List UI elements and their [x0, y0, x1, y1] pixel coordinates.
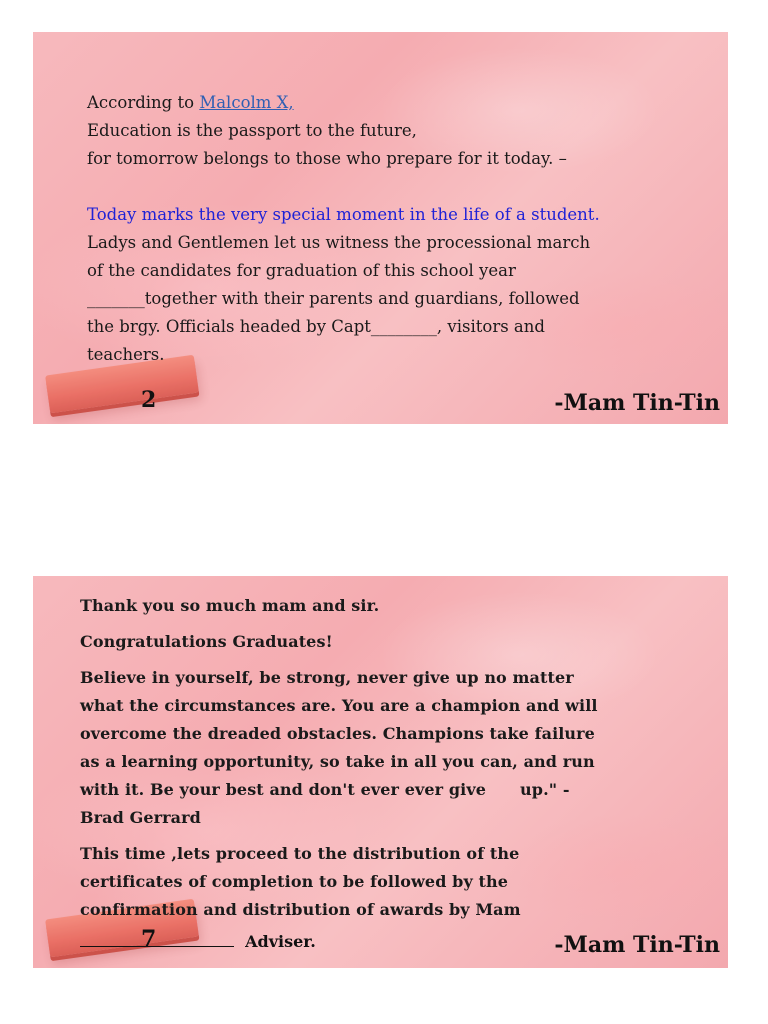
congrats-line: Congratulations Graduates!	[80, 632, 333, 651]
page-number: 2	[141, 387, 157, 413]
body-line: the brgy. Officials headed by Capt________, visitors and	[87, 317, 545, 336]
card-text	[80, 592, 708, 932]
quote-attribution-line: According to Malcolm X,	[87, 93, 294, 112]
body-line: teachers.	[87, 345, 165, 364]
script-card-7	[33, 576, 728, 968]
spacer	[87, 173, 708, 201]
card-text	[87, 89, 708, 369]
quote-paragraph: Believe in yourself, be strong, never give up no matter what the circumstances are. You are a champion and will overcome the dreaded obstacles. Champions take failure as a learning opportunity, so take in all you can, and run with it. Be your best and don't ever ever give up." - Brad Gerrard	[80, 668, 598, 827]
distribution-paragraph: This time ,lets proceed to the distribution of the certificates of completion to be followed by the confirmation and distribution of awards by Mam	[80, 844, 521, 919]
blank-underline	[80, 932, 234, 947]
signature: -Mam Tin-Tin	[554, 390, 720, 416]
signature: -Mam Tin-Tin	[554, 932, 720, 958]
body-line: of the candidates for graduation of this school year	[87, 261, 516, 280]
script-card-2	[33, 32, 728, 424]
malcolm-x-link[interactable]: Malcolm X,	[199, 93, 294, 112]
body-line: _______together with their parents and guardians, followed	[87, 289, 580, 308]
quote-line: Education is the passport to the future,	[87, 121, 417, 140]
thanks-line: Thank you so much mam and sir.	[80, 596, 380, 615]
body-line: Ladys and Gentlemen let us witness the processional march	[87, 233, 591, 252]
quote-line: for tomorrow belongs to those who prepare for it today. –	[87, 149, 567, 168]
adviser-blank: Adviser.	[80, 932, 316, 951]
highlight-line: Today marks the very special moment in the life of a student.	[87, 205, 600, 224]
page-number: 7	[141, 926, 157, 952]
